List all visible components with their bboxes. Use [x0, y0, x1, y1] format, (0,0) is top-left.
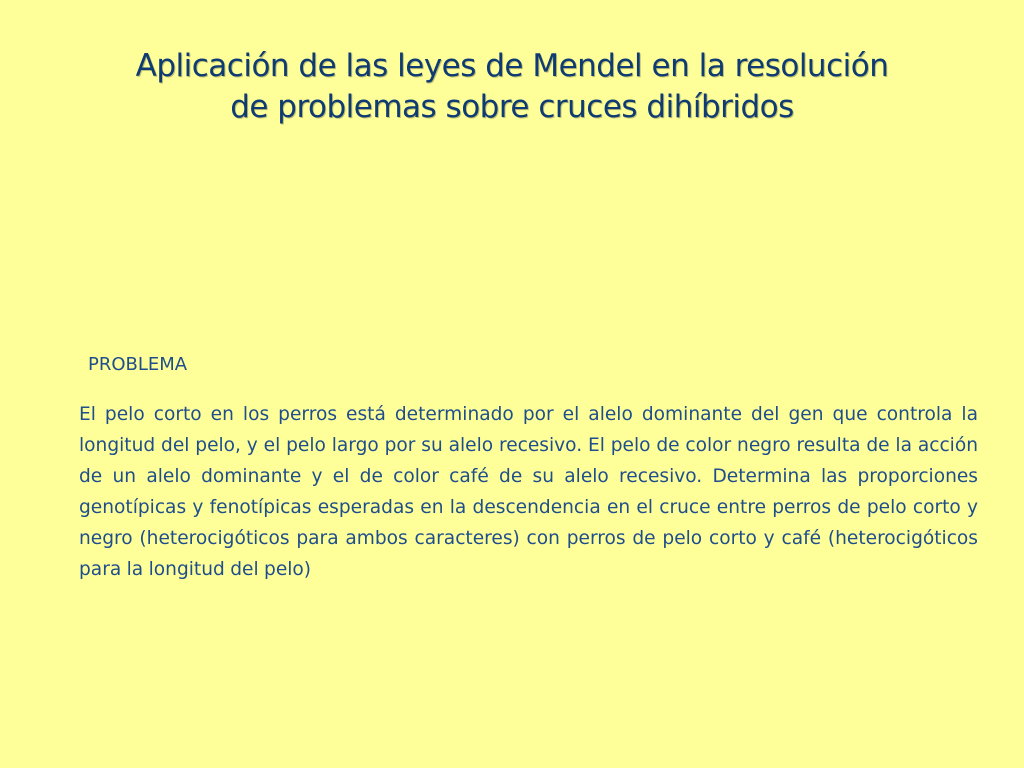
slide-title — [40, 46, 984, 128]
slide-title-line-2: de problemas sobre cruces dihíbridos — [230, 89, 794, 125]
problem-label: PROBLEMA — [88, 354, 188, 375]
slide-title-line-1: Aplicación de las leyes de Mendel en la resolución — [135, 48, 889, 84]
problem-statement: El pelo corto en los perros está determinado por el alelo dominante del gen que controla la longitud del pelo, y el pelo largo por su alelo recesivo. El pelo de color negro resulta de la acción de un alelo dominante y el de color café de su alelo recesivo. Determina las proporciones genotípicas y fenotípicas esperadas en la descendencia en el cruce entre perros de pelo corto y negro (heterocigóticos para ambos caracteres) con perros de pelo corto y café (heterocigóticos para la longitud del pelo) — [79, 404, 978, 580]
